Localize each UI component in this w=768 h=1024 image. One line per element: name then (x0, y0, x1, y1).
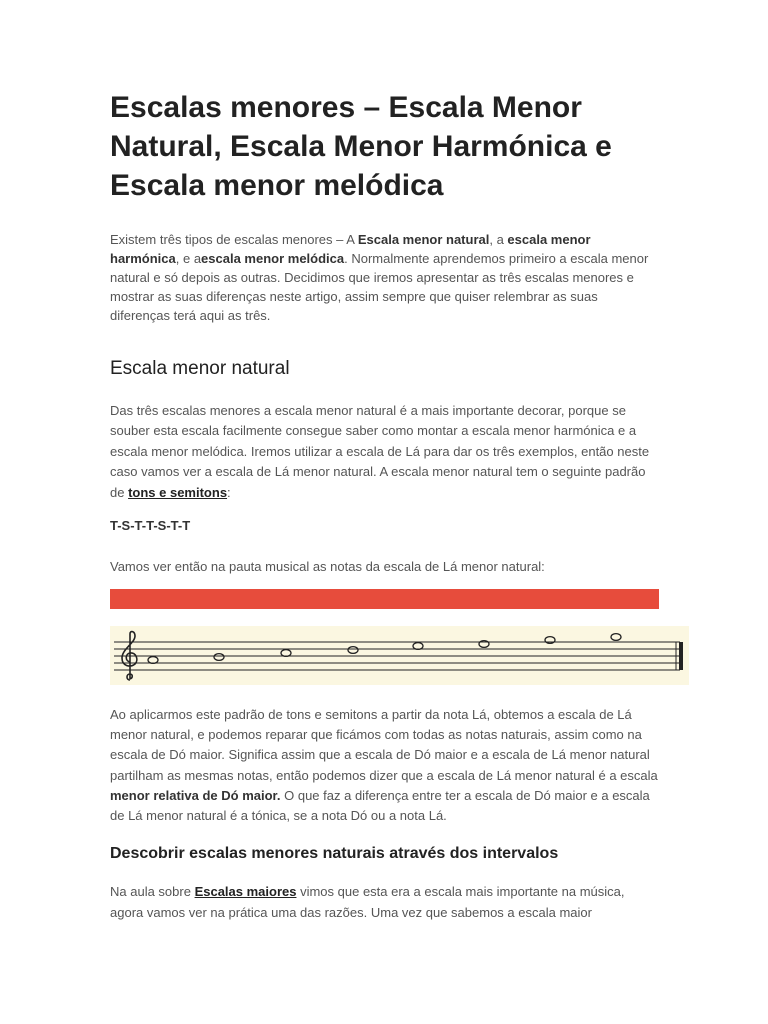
note-mi (413, 643, 423, 650)
intro-text: , a (489, 232, 508, 247)
section-heading-natural: Escala menor natural (110, 358, 290, 379)
intro-text: , e a (175, 251, 202, 266)
note-do (281, 650, 291, 657)
link-escalas-maiores[interactable]: Escalas maiores (194, 884, 297, 899)
intervalos-paragraph (110, 882, 658, 923)
note-si (214, 654, 224, 661)
paragraph-text: : (227, 484, 231, 500)
note-la (148, 657, 158, 664)
paragraph-text: Das três escalas menores a escala menor natural é a mais importante decorar, porque se souber esta escala facilmente consegue saber como montar a escala menor harmónica e a escala menor melódica. Iremos utilizar a escala de Lá para dar os três exemplos, então neste caso vamos ver a escala de Lá menor natural. A escala menor natural tem o seguinte padrão de (110, 403, 650, 500)
intro-text: Existem três tipos de escalas menores – A (110, 232, 358, 247)
link-tons-semitons[interactable]: tons e semitons (128, 484, 228, 500)
accent-bar (110, 589, 659, 609)
natural-paragraph-1 (110, 401, 658, 503)
section-heading-intervalos: Descobrir escalas menores naturais através dos intervalos (110, 845, 559, 862)
paragraph-text: O que faz a diferença entre ter a escala de Dó maior e a escala de Lá menor natural é a tónica, se a nota Dó ou a nota Lá. (110, 787, 650, 824)
staff-notation (110, 626, 689, 685)
natural-paragraph-2: Vamos ver então na pauta musical as notas da escala de Lá menor natural: (110, 559, 545, 574)
bold-relativa: menor relativa de Dó maior. (110, 787, 281, 803)
musical-staff (110, 626, 689, 685)
intro-bold-natural: Escala menor natural (357, 232, 490, 247)
paragraph-text: Ao aplicarmos este padrão de tons e semitons a partir da nota Lá, obtemos a escala de Lá menor natural, e podemos reparar que ficámos com todas as notas naturais, assim como na escala de Dó maior. Significa assim que a escala de Dó maior e a escala de Lá menor natural partilham as mesmas notas, então podemos dizer que a escala de Lá menor natural é a escala (110, 707, 658, 783)
note-la-high (611, 634, 621, 641)
note-re (348, 647, 358, 654)
barline-thick (679, 642, 683, 670)
natural-paragraph-3 (110, 705, 658, 826)
intro-paragraph (110, 230, 658, 325)
intro-bold-harmonica: escala menor harmónica (110, 232, 591, 266)
intro-text: . Normalmente aprendemos primeiro a escala menor natural e só depois as outras. Decidimos que iremos apresentar as três escalas menores e mostrar as suas diferenças neste artigo, assim sempre que quiser relembrar as suas diferenças terá aqui as três. (110, 251, 649, 323)
interval-pattern: T-S-T-T-S-T-T (110, 518, 191, 533)
paragraph-text: vimos que esta era a escala mais importante na música, agora vamos ver na prática uma das razões. Uma vez que sabemos a escala maior (110, 884, 625, 920)
paragraph-text: Na aula sobre (110, 884, 195, 899)
intro-bold-melodica: escala menor melódica (201, 251, 345, 266)
page-title: Escalas menores – Escala Menor Natural, Escala Menor Harmónica e Escala menor melódica (110, 91, 612, 202)
